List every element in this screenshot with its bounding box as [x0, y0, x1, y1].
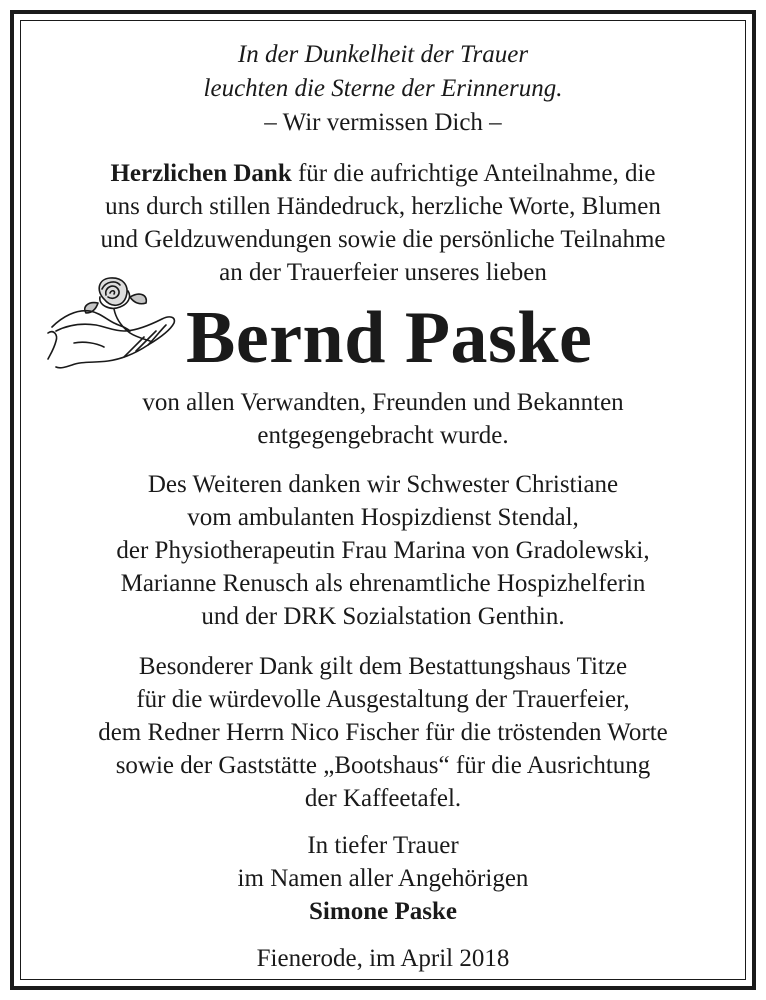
thanks-line-1: [14, 157, 752, 190]
special-thanks-line-1: Besonderer Dank gilt dem Bestattungshaus Titze: [138, 653, 628, 680]
special-thanks-line-4: sowie der Gaststätte „Bootshaus“ für die Ausrichtung: [115, 752, 651, 779]
motto-line-3: – Wir vermissen Dich –: [264, 109, 502, 136]
signature-block: [14, 829, 752, 928]
thanks-heading: Herzlichen Dank: [110, 160, 292, 187]
deceased-name: Bernd Paske: [186, 297, 593, 379]
obituary-thank-you-notice: [10, 10, 756, 990]
signature-name-text: Simone Paske: [309, 898, 457, 925]
special-thanks-line-2: für die würdevolle Ausgestaltung der Trauerfeier,: [136, 686, 630, 713]
thanks-line-1-rest: für die aufrichtige Anteilnahme, die: [291, 160, 656, 187]
motto-line-2: leuchten die Sterne der Erinnerung.: [203, 75, 563, 102]
further-thanks-line-3: der Physiotherapeutin Frau Marina von Gradolewski,: [116, 537, 650, 564]
signature-name: [14, 895, 752, 928]
place-date-text: Fienerode, im April 2018: [256, 945, 510, 972]
special-thanks-line-5: der Kaffeetafel.: [304, 785, 462, 812]
special-thanks-line-3: dem Redner Herrn Nico Fischer für die tröstenden Worte: [98, 719, 668, 746]
motto: [14, 38, 752, 140]
further-thanks-line-1: Des Weiteren danken wir Schwester Christiane: [147, 471, 619, 498]
place-date: [14, 942, 752, 975]
thanks-line-4: an der Trauerfeier unseres lieben: [219, 259, 547, 286]
received-line-2: entgegengebracht wurde.: [257, 422, 509, 449]
further-thanks-line-4: Marianne Renusch als ehrenamtliche Hospizhelferin: [120, 570, 646, 597]
further-thanks-line-2: vom ambulanten Hospizdienst Stendal,: [187, 504, 579, 531]
further-thanks-paragraph: [14, 468, 752, 633]
received-line-1: von allen Verwandten, Freunden und Bekannten: [142, 389, 624, 416]
received-paragraph: [14, 386, 752, 452]
thanks-line-2: uns durch stillen Händedruck, herzliche Worte, Blumen: [105, 193, 661, 220]
signature-line-1: In tiefer Trauer: [307, 832, 459, 859]
further-thanks-line-5: und der DRK Sozialstation Genthin.: [201, 603, 565, 630]
hands-holding-rose-icon: [44, 269, 184, 381]
special-thanks-paragraph: [14, 650, 752, 815]
thanks-line-3: und Geldzuwendungen sowie die persönliche Teilnahme: [100, 226, 666, 253]
motto-line-1: In der Dunkelheit der Trauer: [237, 41, 529, 68]
signature-line-2: im Namen aller Angehörigen: [237, 865, 529, 892]
